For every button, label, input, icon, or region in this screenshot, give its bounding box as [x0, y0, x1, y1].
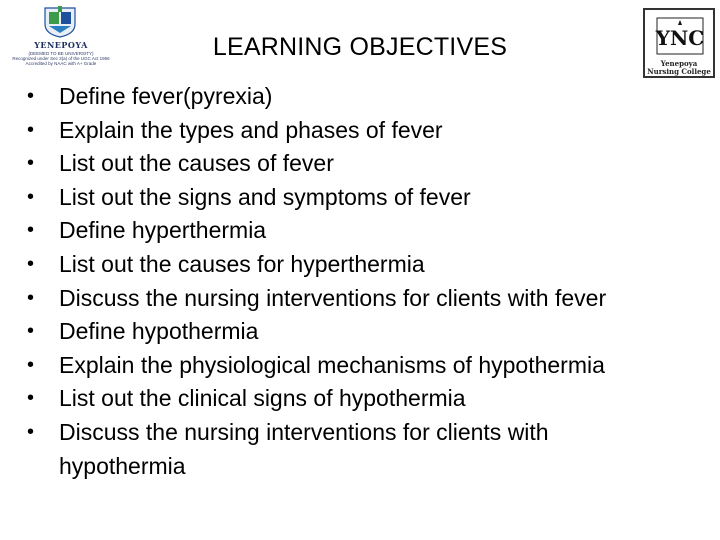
bullet-icon: •: [27, 185, 35, 208]
objective-text: Explain the types and phases of fever: [59, 116, 443, 143]
objective-text: Explain the physiological mechanisms of hypothermia: [59, 351, 605, 378]
bullet-icon: •: [27, 118, 35, 141]
bullet-icon: •: [27, 320, 35, 343]
bullet-icon: •: [27, 353, 35, 376]
objective-text: List out the causes of fever: [59, 150, 334, 177]
university-subtitle-line: Recognized under Sec 3(a) of the UGC Act 1956: [12, 56, 110, 61]
list-item: [22, 181, 712, 215]
slide-title: LEARNING OBJECTIVES: [212, 33, 508, 61]
bullet-icon: •: [27, 420, 35, 443]
objectives-list: [22, 80, 712, 483]
list-item: [22, 416, 712, 483]
bullet-icon: •: [27, 387, 35, 410]
objective-text: Discuss the nursing interventions for clients with fever: [59, 284, 607, 311]
bullet-icon: •: [27, 219, 35, 242]
objective-text: Define fever(pyrexia): [59, 83, 273, 109]
university-subtitle-line: (DEEMED TO BE UNIVERSITY): [28, 51, 94, 56]
objective-text: Define hypothermia: [59, 318, 259, 345]
objective-text: Define hyperthermia: [59, 217, 267, 244]
list-item: [22, 349, 712, 383]
bullet-icon: •: [27, 152, 35, 175]
list-item: [22, 382, 712, 416]
objective-text: Discuss the nursing interventions for clients with hypothermia: [59, 418, 549, 479]
list-item: [22, 315, 712, 349]
list-item: [22, 147, 712, 181]
bullet-icon: •: [27, 85, 35, 107]
list-item: [22, 248, 712, 282]
university-subtitle-line: Accredited by NAAC with A+ Grade: [25, 61, 97, 66]
objective-text: List out the signs and symptoms of fever: [59, 183, 471, 210]
list-item: [22, 80, 712, 114]
list-item: [22, 114, 712, 148]
bullet-icon: •: [27, 252, 35, 275]
college-name-line2: Nursing College: [647, 67, 711, 76]
objective-text: List out the causes for hyperthermia: [59, 250, 425, 277]
list-item: [22, 282, 712, 316]
university-name: YENEPOYA: [34, 40, 88, 50]
ync-emblem-text: YNC: [655, 26, 705, 50]
objective-text: List out the clinical signs of hypothermia: [59, 385, 466, 412]
list-item: [22, 214, 712, 248]
bullet-icon: •: [27, 286, 35, 309]
college-name-line1: Yenepoya: [660, 59, 698, 68]
